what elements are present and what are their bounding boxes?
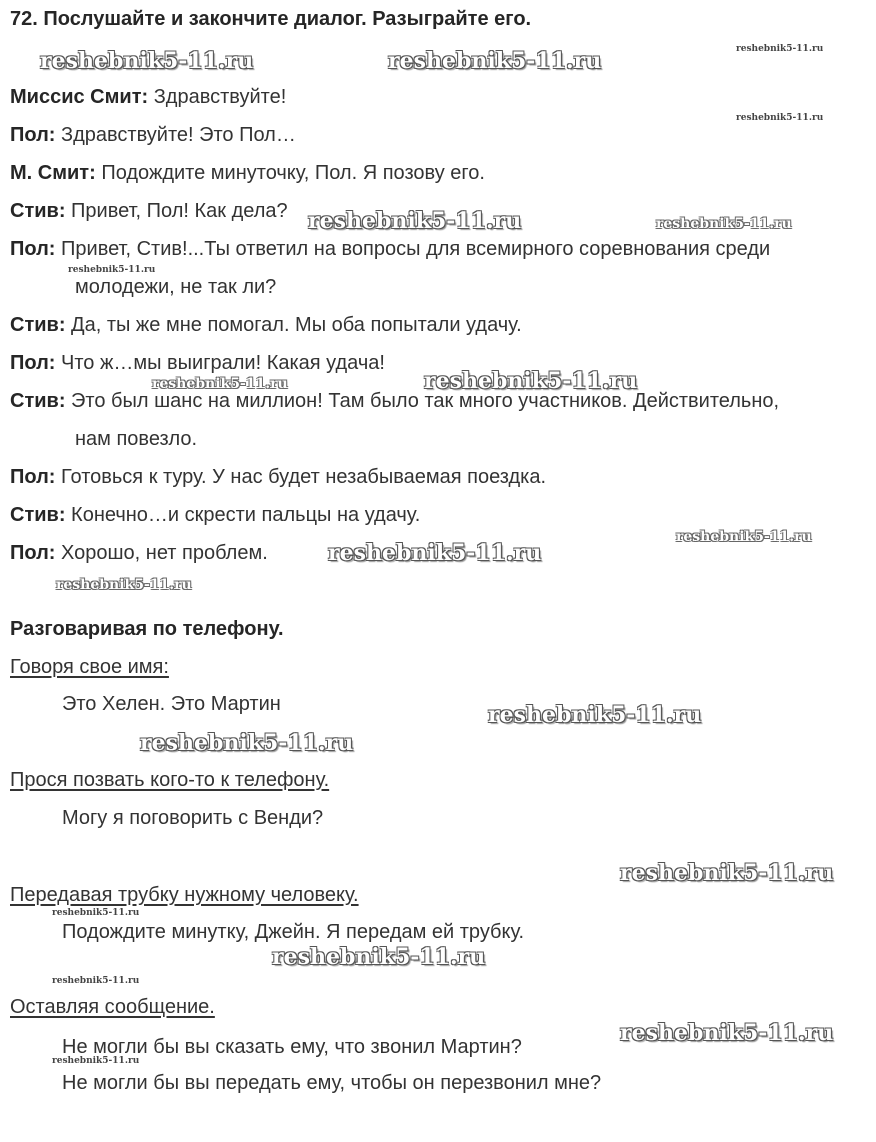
exercise-title: 72. Послушайте и закончите диалог. Разыграйте его.: [10, 8, 532, 30]
speaker-label: Пол:: [10, 466, 56, 488]
watermark: reshebnik5-11.ru: [488, 702, 702, 728]
watermark: reshebnik5-11.ru: [676, 529, 812, 545]
phrase-heading: Говоря свое имя:: [10, 656, 169, 678]
watermark: reshebnik5-11.ru: [68, 265, 156, 275]
phrase-example: Подождите минутку, Джейн. Я передам ей трубку.: [62, 921, 525, 943]
dialogue-line: [10, 352, 385, 375]
speaker-label: Стив:: [10, 314, 66, 336]
line-text: Хорошо, нет проблем.: [55, 542, 268, 564]
line-continuation: нам повезло.: [75, 428, 198, 450]
watermark: reshebnik5-11.ru: [424, 368, 638, 394]
watermark: reshebnik5-11.ru: [272, 944, 486, 970]
line-text: Конечно…и скрести пальцы на удачу.: [65, 504, 421, 526]
line-text: Привет, Пол! Как дела?: [65, 200, 288, 222]
dialogue-line: [10, 124, 296, 147]
watermark: reshebnik5-11.ru: [620, 860, 834, 886]
dialogue-line: [10, 162, 485, 185]
dialogue-line: [10, 466, 546, 489]
speaker-label: Стив:: [10, 390, 66, 412]
line-continuation: молодежи, не так ли?: [75, 276, 277, 298]
watermark: reshebnik5-11.ru: [56, 577, 192, 593]
dialogue-line: [10, 238, 770, 261]
line-text: Здравствуйте!: [148, 86, 287, 108]
watermark: reshebnik5-11.ru: [328, 540, 542, 566]
phrase-heading: Оставляя сообщение.: [10, 996, 215, 1018]
line-text: Что ж…мы выиграли! Какая удача!: [55, 352, 385, 374]
watermark: reshebnik5-11.ru: [52, 908, 140, 918]
line-text: Подождите минуточку, Пол. Я позову его.: [95, 162, 485, 184]
watermark: reshebnik5-11.ru: [656, 216, 792, 232]
dialogue-line: [10, 86, 286, 109]
watermark: reshebnik5-11.ru: [52, 1056, 140, 1066]
dialogue-line: [10, 504, 420, 527]
phrase-heading: Прося позвать кого-то к телефону.: [10, 769, 330, 791]
speaker-label: Миссис Смит:: [10, 86, 149, 108]
phrase-example: Не могли бы вы сказать ему, что звонил Мартин?: [62, 1036, 522, 1058]
dialogue-line: [10, 200, 288, 223]
line-text: Да, ты же мне помогал. Мы оба попытали удачу.: [65, 314, 522, 336]
phrase-heading: Передавая трубку нужному человеку.: [10, 884, 359, 906]
watermark: reshebnik5-11.ru: [736, 113, 824, 123]
watermark: reshebnik5-11.ru: [152, 376, 288, 392]
speaker-label: Пол:: [10, 124, 56, 146]
dialogue-line: [10, 314, 522, 337]
line-text: Готовься к туру. У нас будет незабываемая поездка.: [55, 466, 547, 488]
line-text: Здравствуйте! Это Пол…: [55, 124, 296, 146]
watermark: reshebnik5-11.ru: [52, 976, 140, 986]
dialogue-line: [10, 390, 779, 413]
phrase-example: Не могли бы вы передать ему, чтобы он перезвонил мне?: [62, 1072, 602, 1094]
line-text: Привет, Стив!...Ты ответил на вопросы для всемирного соревнования среди: [55, 238, 771, 260]
speaker-label: Пол:: [10, 238, 56, 260]
speaker-label: Стив:: [10, 504, 66, 526]
speaker-label: Пол:: [10, 542, 56, 564]
speaker-label: Пол:: [10, 352, 56, 374]
line-text: Это был шанс на миллион! Там было так много участников. Действительно,: [65, 390, 780, 412]
watermark: reshebnik5-11.ru: [308, 208, 522, 234]
section-title: Разговаривая по телефону.: [10, 618, 284, 640]
watermark: reshebnik5-11.ru: [736, 44, 824, 54]
watermark: reshebnik5-11.ru: [388, 48, 602, 74]
speaker-label: М. Смит:: [10, 162, 96, 184]
speaker-label: Стив:: [10, 200, 66, 222]
dialogue-line: [10, 542, 268, 565]
watermark: reshebnik5-11.ru: [40, 48, 254, 74]
watermark: reshebnik5-11.ru: [620, 1020, 834, 1046]
phrase-example: Могу я поговорить с Венди?: [62, 807, 324, 829]
watermark: reshebnik5-11.ru: [140, 730, 354, 756]
phrase-example: Это Хелен. Это Мартин: [62, 693, 281, 715]
